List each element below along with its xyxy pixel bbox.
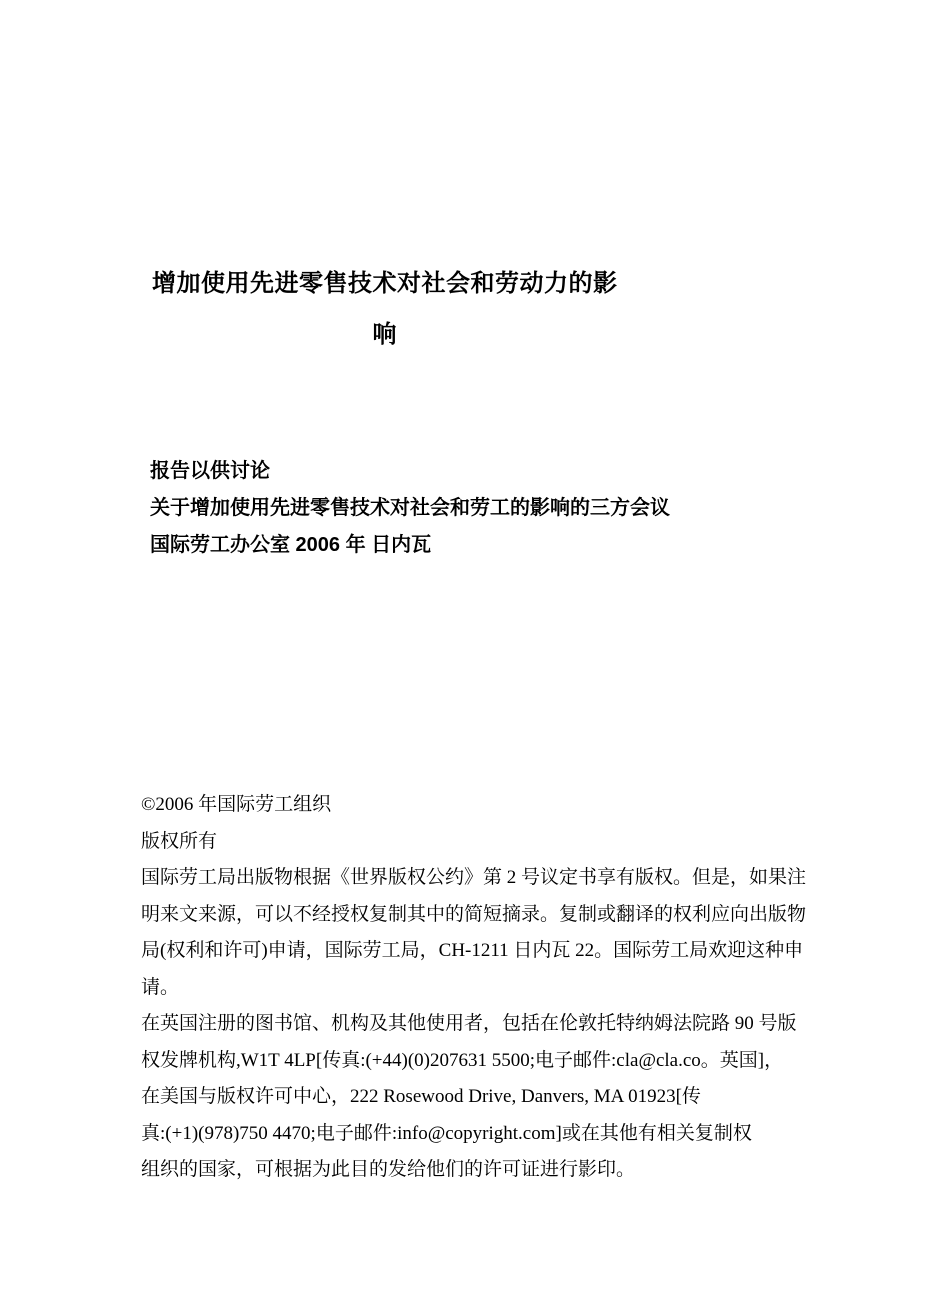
- copyright-line: 局(权利和许可)申请，国际劳工局，CH-1211 日内瓦 22。国际劳工局欢迎这种申: [141, 940, 804, 961]
- copyright-block: [141, 787, 821, 1189]
- copyright-line: 国际劳工局出版物根据《世界版权公约》第 2 号议定书享有版权。但是，如果注: [141, 867, 807, 888]
- copyright-line: 明来文来源，可以不经授权复制其中的简短摘录。复制或翻译的权利应向出版物: [141, 903, 807, 925]
- copyright-line: 在美国与版权许可中心，222 Rosewood Drive, Danvers, MA 01923[传: [141, 1086, 701, 1107]
- report-note: 报告以供讨论: [150, 460, 270, 482]
- copyright-line: 组织的国家，可根据为此目的发给他们的许可证进行影印。: [141, 1159, 636, 1180]
- meta-block: [150, 453, 670, 564]
- meeting-title: 关于增加使用先进零售技术对社会和劳工的影响的三方会议: [150, 497, 670, 519]
- copyright-line: 权发牌机构,W1T 4LP[传真:(+44)(0)207631 5500;电子邮件:cla@cla.co。英国]，: [141, 1049, 784, 1071]
- copyright-line: 请。: [141, 976, 180, 998]
- title-line-1: 增加使用先进零售技术对社会和劳动力的影: [152, 270, 618, 297]
- copyright-line: 在英国注册的图书馆、机构及其他使用者，包括在伦敦托特纳姆法院路 90 号版: [141, 1013, 797, 1034]
- copyright-line: 真:(+1)(978)750 4470;电子邮件:info@copyright.com]或在其他有相关复制权: [141, 1122, 752, 1144]
- title-line-2: 响: [372, 321, 397, 348]
- document-title: [152, 258, 618, 360]
- copyright-line: 版权所有: [141, 830, 218, 852]
- copyright-line: ©2006 年国际劳工组织: [141, 794, 332, 815]
- publisher-line: 国际劳工办公室 2006 年 日内瓦: [150, 534, 432, 556]
